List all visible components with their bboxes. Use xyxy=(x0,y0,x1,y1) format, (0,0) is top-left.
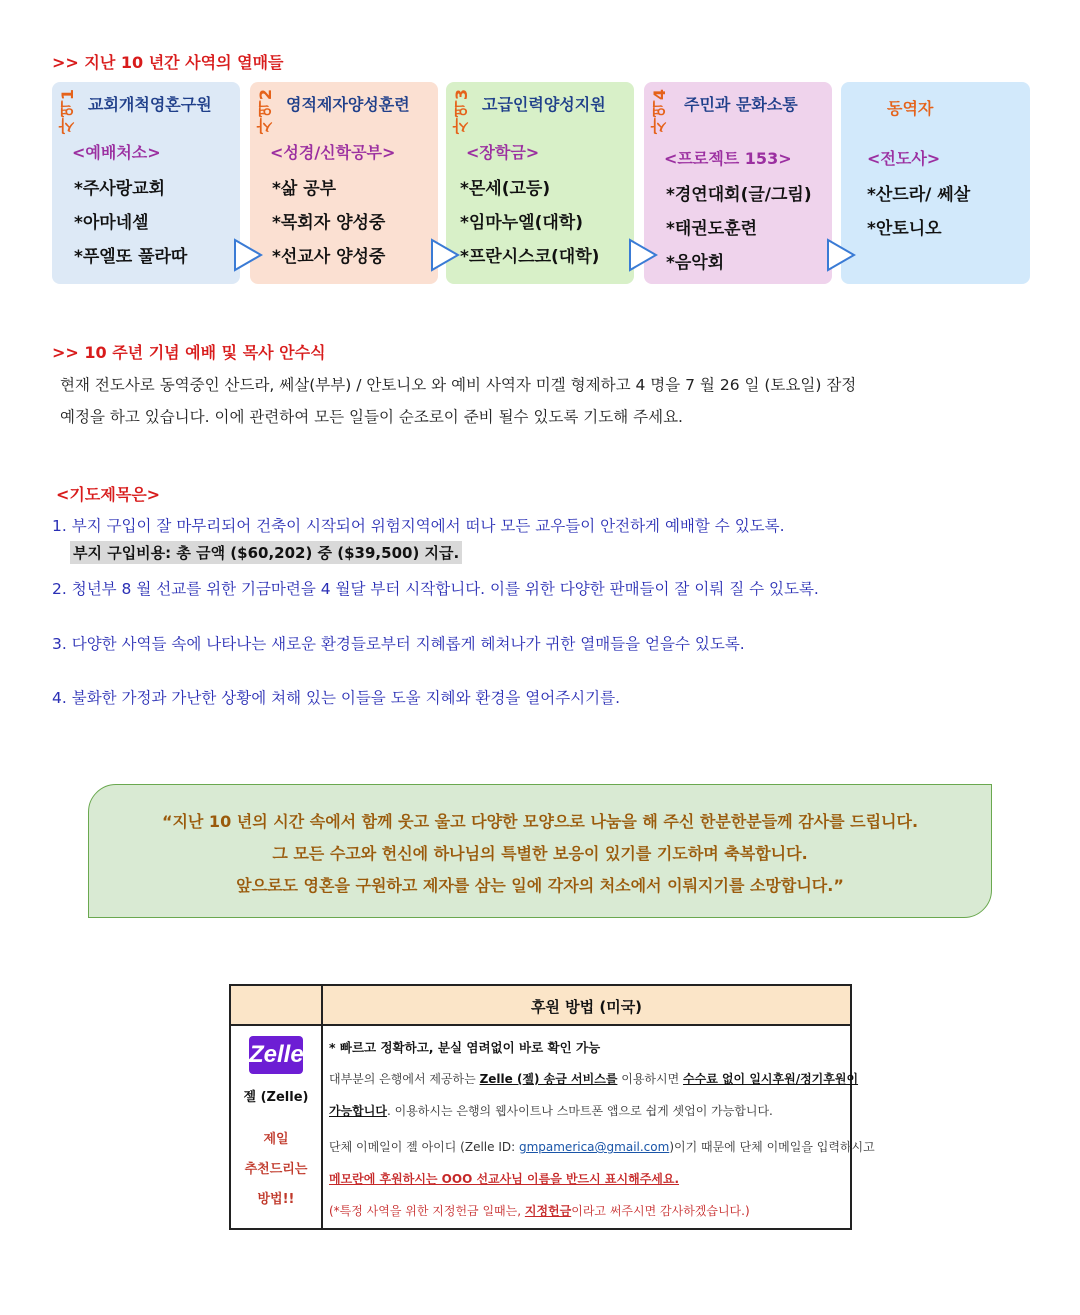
row-text: Zelle (젤) 송금 서비스를 xyxy=(479,1072,618,1086)
anniversary-text: 예정을 하고 있습니다. 이에 관련하여 모든 일들이 순조로이 준비 될수 있도록 기도해 주세요. xyxy=(60,408,683,426)
thanks-quote-box xyxy=(88,784,992,918)
support-row: 메모란에 후원하시는 OOO 선교사님 이름을 반드시 표시해주세요. xyxy=(329,1172,680,1186)
table-header-text: 후원 방법 (미국) xyxy=(530,998,643,1016)
ministry-item: *삶 공부 xyxy=(272,179,337,199)
prayer-item: 4. 불화한 가정과 가난한 상황에 쳐해 있는 이들을 도울 지혜와 환경을 열어주시기를. xyxy=(52,689,621,707)
ministry-title: 주민과 문화소통 xyxy=(684,95,798,114)
row-text: 대부분의 은행에서 제공하는 xyxy=(329,1072,480,1086)
row-text: 가능합니다 xyxy=(329,1104,387,1118)
anniversary-text: 현재 전도사로 동역중인 산드라, 쎄살(부부) / 안토니오 와 예비 사역자 미겔 형제하고 4 명을 7 월 26 일 (토요일) 잠정 xyxy=(60,376,857,394)
recommend-label: 제일 xyxy=(263,1132,289,1147)
ministry-box-partners xyxy=(841,82,1030,284)
arrow-right-icon xyxy=(430,238,460,272)
ministry-box-2 xyxy=(250,82,438,284)
ministry-item: *아마네셀 xyxy=(74,213,149,233)
ministry-box-4 xyxy=(644,82,832,284)
zelle-name: 젤 (Zelle) xyxy=(243,1090,309,1105)
ministry-item: *푸엘또 풀라따 xyxy=(74,247,188,267)
support-row xyxy=(329,1202,750,1219)
ministry-subtitle: <전도사> xyxy=(867,149,941,168)
ministry-title: 동역자 xyxy=(887,99,934,118)
zelle-email-link[interactable]: gmpamerica@gmail.com xyxy=(518,1140,670,1154)
ministry-item: *목회자 양성중 xyxy=(272,213,386,233)
ministry-label: 사역4 xyxy=(650,88,669,135)
quote-line: 그 모든 수고와 헌신에 하나님의 특별한 보응이 있기를 기도하며 축복합니다. xyxy=(272,844,808,863)
support-row: * 빠르고 정확하고, 분실 염려없이 바로 확인 가능 xyxy=(329,1040,601,1055)
land-cost-highlight: 부지 구입비용: 총 금액 ($60,202) 중 ($39,500) 지급. xyxy=(70,541,462,564)
anniversary-title: >> 10 주년 기념 예배 및 목사 안수식 xyxy=(52,343,326,362)
ministry-title: 교회개척영혼구원 xyxy=(88,95,212,114)
ministry-item: *안토니오 xyxy=(867,219,942,239)
ministry-item: *선교사 양성중 xyxy=(272,247,386,267)
row-text: 수수료 없이 일시후원/정기후원이 xyxy=(683,1072,859,1086)
row-text: (*특정 사역을 위한 지정헌금 일때는, xyxy=(329,1204,525,1218)
row-text: 지정헌금 xyxy=(524,1204,572,1218)
ministry-item: *주사랑교회 xyxy=(74,179,165,199)
row-text: 이용하시면 xyxy=(617,1072,684,1086)
ministry-item: *몬세(고등) xyxy=(460,179,551,199)
ministry-subtitle: <성경/신학공부> xyxy=(270,143,396,162)
table-divider xyxy=(321,986,323,1228)
prayer-item: 2. 청년부 8 월 선교를 위한 기금마련을 4 월달 부터 시작합니다. 이를 위한 다양한 판매들이 잘 이뤄 질 수 있도록. xyxy=(52,580,819,598)
recommend-label: 방법!! xyxy=(257,1192,295,1207)
ministry-item: *태권도훈련 xyxy=(666,219,757,239)
row-text: )이기 때문에 단체 이메일을 입력하시고 xyxy=(669,1140,875,1154)
support-row xyxy=(329,1102,773,1119)
ministry-label: 사역1 xyxy=(58,88,77,135)
arrow-right-icon xyxy=(233,238,263,272)
ministry-item: *경연대회(글/그림) xyxy=(666,185,812,205)
arrow-right-icon xyxy=(628,238,658,272)
row-text: . 이용하시는 은행의 웹사이트나 스마트폰 앱으로 쉽게 셋업이 가능합니다. xyxy=(386,1104,773,1118)
prayer-item: 3. 다양한 사역들 속에 나타나는 새로운 환경들로부터 지혜롭게 헤쳐나가 귀한 열매들을 얻을수 있도록. xyxy=(52,635,745,653)
ministry-box-3 xyxy=(446,82,634,284)
ministry-label: 사역2 xyxy=(256,88,275,135)
row-text: 이라고 써주시면 감사하겠습니다.) xyxy=(571,1204,750,1218)
quote-line: 앞으로도 영혼을 구원하고 제자를 삼는 일에 각자의 처소에서 이뤄지기를 소망합니다.” xyxy=(236,876,844,895)
ministry-item: *산드라/ 쎄살 xyxy=(867,185,971,205)
arrow-right-icon xyxy=(826,238,856,272)
ministry-box-1 xyxy=(52,82,240,284)
ministry-title: 영적제자양성훈련 xyxy=(286,95,410,114)
ministry-subtitle: <예배처소> xyxy=(72,143,161,162)
row-text: 단체 이메일이 젤 아이디 (Zelle ID: xyxy=(329,1140,519,1154)
quote-line: “지난 10 년의 시간 속에서 함께 웃고 울고 다양한 모양으로 나눔을 해 주신 한분한분들께 감사를 드립니다. xyxy=(161,812,919,831)
fruits-section-title: >> 지난 10 년간 사역의 열매들 xyxy=(52,53,284,72)
ministry-subtitle: <프로젝트 153> xyxy=(664,149,792,168)
support-row xyxy=(329,1138,875,1155)
ministry-label: 사역3 xyxy=(452,88,471,135)
ministry-item: *음악회 xyxy=(666,253,725,273)
support-method-table xyxy=(229,984,875,1230)
prayer-item: 1. 부지 구입이 잘 마무리되어 건축이 시작되어 위험지역에서 떠나 모든 교우들이 안전하게 예배할 수 있도록. xyxy=(52,517,785,535)
ministry-item: *프란시스코(대학) xyxy=(460,247,600,267)
ministry-subtitle: <장학금> xyxy=(466,143,540,162)
zelle-logo: Zelle xyxy=(249,1036,303,1074)
ministry-title: 고급인력양성지원 xyxy=(482,95,606,114)
ministry-item: *임마누엘(대학) xyxy=(460,213,583,233)
recommend-label: 추천드리는 xyxy=(244,1162,308,1177)
prayer-title: <기도제목은> xyxy=(56,485,161,504)
support-row xyxy=(329,1070,858,1087)
